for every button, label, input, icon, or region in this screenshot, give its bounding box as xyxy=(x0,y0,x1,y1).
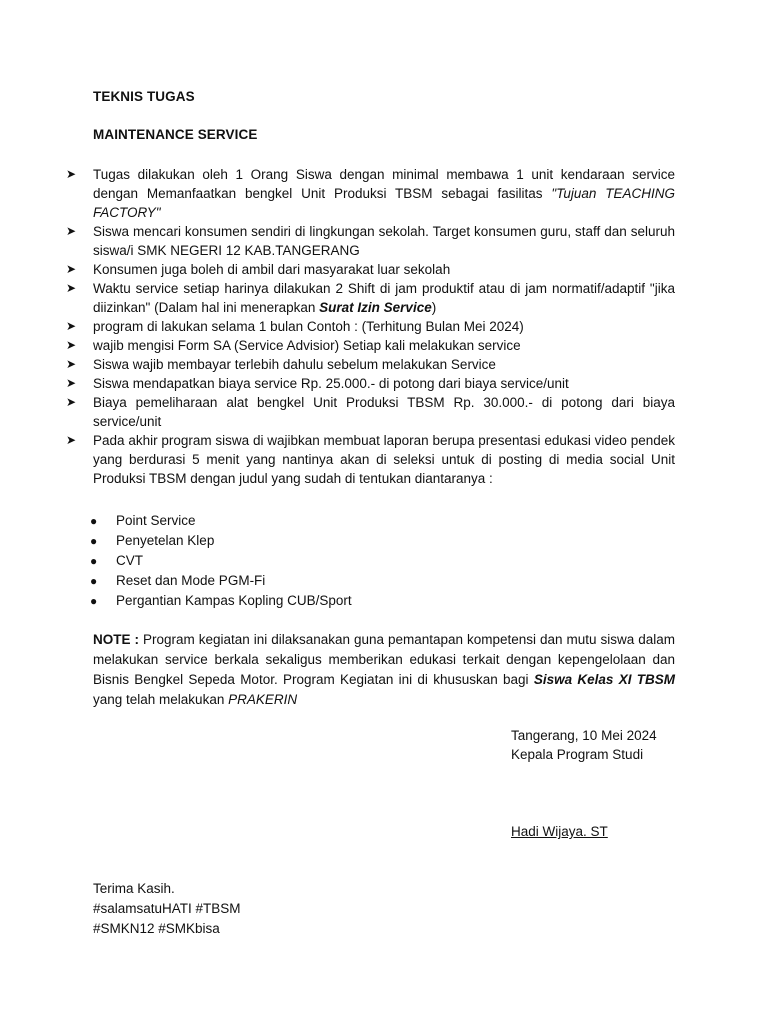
list-item: ➤ Siswa mencari konsumen sendiri di lingkungan sekolah. Target konsumen guru, staff dan seluruh siswa/i SMK NEGERI 12 KAB.TANGERANG xyxy=(66,224,675,258)
bullet-dot-icon: ● xyxy=(90,574,98,588)
bullet-dot-icon: ● xyxy=(90,514,98,528)
list-item: ➤ Waktu service setiap harinya dilakukan 2 Shift di jam produktif atau di jam normatif/adaptif "jika diizinkan" (Dalam hal ini menerapkan Surat Izin Service) xyxy=(66,281,675,315)
video-topic-list xyxy=(90,511,352,611)
arrow-bullet-icon: ➤ xyxy=(66,338,77,352)
arrow-bullet-icon: ➤ xyxy=(66,224,77,238)
note-emphasis: Siswa Kelas XI TBSM xyxy=(533,672,675,687)
arrow-bullet-icon: ➤ xyxy=(66,376,77,390)
note-paragraph: NOTE : Program kegiatan ini dilaksanakan guna pemantapan kompetensi dan mutu siswa dalam melakukan service berkala sekaligus memberikan edukasi terkait dengan kepengelolaan dan Bisnis Bengkel Sepeda Motor. Program Kegiatan ini di khususkan bagi Siswa Kelas XI TBSM yang telah melakukan PRAKERIN xyxy=(93,632,675,707)
arrow-bullet-icon: ➤ xyxy=(66,281,77,295)
bullet-dot-icon: ● xyxy=(90,594,98,608)
bullet-dot-icon: ● xyxy=(90,554,98,568)
task-rules-list xyxy=(66,165,675,488)
arrow-bullet-icon: ➤ xyxy=(66,262,77,276)
note-label: NOTE : xyxy=(93,632,139,647)
closing-hashtags-2: #SMKN12 #SMKbisa xyxy=(93,921,220,936)
arrow-bullet-icon: ➤ xyxy=(66,319,77,333)
arrow-bullet-icon: ➤ xyxy=(66,433,77,447)
list-item: ➤ Konsumen juga boleh di ambil dari masyarakat luar sekolah xyxy=(66,262,451,277)
list-item: ● Reset dan Mode PGM-Fi xyxy=(90,571,352,591)
list-item: ➤ Biaya pemeliharaan alat bengkel Unit Produksi TBSM Rp. 30.000.- di potong dari biaya service/unit xyxy=(66,395,675,429)
signature-name: Hadi Wijaya. ST xyxy=(511,824,608,839)
closing-block xyxy=(93,879,241,939)
doc-subtitle: MAINTENANCE SERVICE xyxy=(93,127,258,142)
list-item: ● Penyetelan Klep xyxy=(90,531,352,551)
arrow-bullet-icon: ➤ xyxy=(66,167,77,181)
signature-place-date: Tangerang, 10 Mei 2024 xyxy=(511,728,657,743)
doc-title: TEKNIS TUGAS xyxy=(93,89,195,104)
list-item: ➤ Siswa wajib membayar terlebih dahulu sebelum melakukan Service xyxy=(66,357,496,372)
list-item: ➤ program di lakukan selama 1 bulan Contoh : (Terhitung Bulan Mei 2024) xyxy=(66,319,524,334)
closing-hashtags-1: #salamsatuHATI #TBSM xyxy=(93,901,241,916)
bullet-dot-icon: ● xyxy=(90,534,98,548)
list-item: ➤ Pada akhir program siswa di wajibkan membuat laporan berupa presentasi edukasi video pendek yang berdurasi 5 menit yang nantinya akan di seleksi untuk di posting di media social Unit Produksi TBSM dengan judul yang sudah di tentukan diantaranya : xyxy=(66,433,675,486)
arrow-bullet-icon: ➤ xyxy=(66,357,77,371)
signature-role: Kepala Program Studi xyxy=(511,747,644,762)
list-item: ➤ Siswa mendapatkan biaya service Rp. 25.000.- di potong dari biaya service/unit xyxy=(66,376,569,391)
list-item: ● Pergantian Kampas Kopling CUB/Sport xyxy=(90,591,352,611)
arrow-bullet-icon: ➤ xyxy=(66,395,77,409)
closing-thanks: Terima Kasih. xyxy=(93,881,175,896)
list-item: ● Point Service xyxy=(90,511,352,531)
list-item: ➤ wajib mengisi Form SA (Service Advisior) Setiap kali melakukan service xyxy=(66,338,521,353)
list-item: ➤ Tugas dilakukan oleh 1 Orang Siswa dengan minimal membawa 1 unit kendaraan service dengan Memanfaatkan bengkel Unit Produksi TBSM sebagai fasilitas "Tujuan TEACHING FACTORY" xyxy=(66,167,675,220)
list-item: ● CVT xyxy=(90,551,352,571)
